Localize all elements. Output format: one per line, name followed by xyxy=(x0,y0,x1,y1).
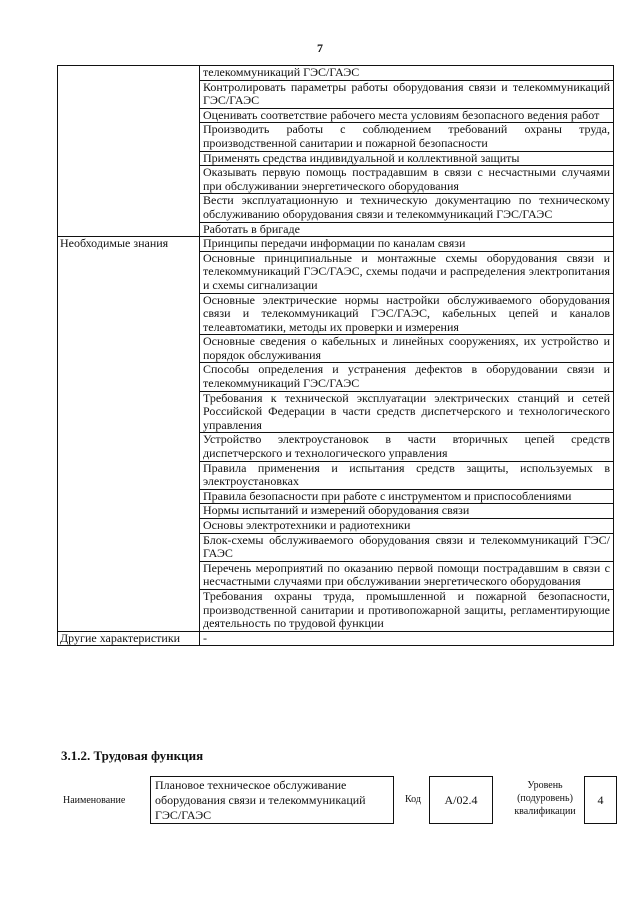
requirement-item: Оказывать первую помощь пострадавшим в связи с несчастными случаями при обслуживании энергетического оборудования xyxy=(200,166,614,194)
requirement-item: Работать в бригаде xyxy=(200,222,614,237)
requirement-item: Принципы передачи информации по каналам связи xyxy=(200,237,614,252)
requirement-item: Правила применения и испытания средств защиты, используемых в электроустановках xyxy=(200,461,614,489)
requirement-item: Основные сведения о кабельных и линейных сооружениях, их устройство и порядок обслуживания xyxy=(200,335,614,363)
row-category-label: Другие характеристики xyxy=(58,631,200,646)
table-row xyxy=(58,66,614,81)
requirement-item: Контролировать параметры работы оборудования связи и телекоммуникаций ГЭС/ГАЭС xyxy=(200,80,614,108)
requirement-item: Оценивать соответствие рабочего места условиям безопасного ведения работ xyxy=(200,108,614,123)
level-label: Уровень (подуровень) квалификации xyxy=(514,780,576,817)
function-name-box: Плановое техническое обслуживание оборудования связи и телекоммуникаций ГЭС/ГАЭС xyxy=(150,776,394,824)
table-row xyxy=(58,631,614,646)
skills-table xyxy=(57,65,614,646)
requirement-item: Производить работы с соблюдением требований охраны труда, производственной санитарии и пожарной безопасности xyxy=(200,123,614,151)
requirement-item: Нормы испытаний и измерений оборудования связи xyxy=(200,504,614,519)
name-label: Наименование xyxy=(63,795,126,806)
requirement-item: Блок-схемы обслуживаемого оборудования связи и телекоммуникаций ГЭС/ГАЭС xyxy=(200,533,614,561)
requirement-item: Требования охраны труда, промышленной и пожарной безопасности, производственной санитарии и противопожарной защиты, регламентирующие деятельность по трудовой функции xyxy=(200,589,614,631)
row-category-label: Необходимые знания xyxy=(58,237,200,632)
requirement-item: Основные электрические нормы настройки обслуживаемого оборудования связи и телекоммуникаций ГЭС/ГАЭС, кабельных цепей и каналов телеавтоматики, методы их проверки и измерения xyxy=(200,293,614,335)
qualification-level-box: 4 xyxy=(584,776,617,824)
requirement-item: Перечень мероприятий по оказанию первой помощи пострадавшим в связи с несчастными случаями при обслуживании энергетического оборудования xyxy=(200,561,614,589)
table-row xyxy=(58,237,614,252)
requirement-item: Основы электротехники и радиотехники xyxy=(200,519,614,534)
page-number: 7 xyxy=(317,41,323,55)
function-code-box: А/02.4 xyxy=(429,776,493,824)
requirement-item: Вести эксплуатационную и техническую документацию по техническому обслуживанию оборудования связи и телекоммуникаций ГЭС/ГАЭС xyxy=(200,194,614,222)
row-category-label xyxy=(58,66,200,237)
requirement-item: Основные принципиальные и монтажные схемы оборудования связи и телекоммуникаций ГЭС/ГАЭС, схемы подачи и распределения электропитания и схемы сигнализации xyxy=(200,251,614,293)
code-label: Код xyxy=(405,794,421,805)
labor-function-header xyxy=(57,773,617,833)
requirement-item: Правила безопасности при работе с инструментом и приспособлениями xyxy=(200,489,614,504)
requirement-item: телекоммуникаций ГЭС/ГАЭС xyxy=(200,66,614,81)
requirement-item: Применять средства индивидуальной и коллективной защиты xyxy=(200,151,614,166)
requirement-item: Способы определения и устранения дефектов в оборудовании связи и телекоммуникаций ГЭС/ГАЭС xyxy=(200,363,614,391)
requirement-item: - xyxy=(200,631,614,646)
section-title: 3.1.2. Трудовая функция xyxy=(61,748,204,763)
requirement-item: Устройство электроустановок в части вторичных цепей средств диспетчерского и технологического управления xyxy=(200,433,614,461)
requirement-item: Требования к технической эксплуатации электрических станций и сетей Российской Федерации в части средств диспетчерского и технологического управления xyxy=(200,391,614,433)
